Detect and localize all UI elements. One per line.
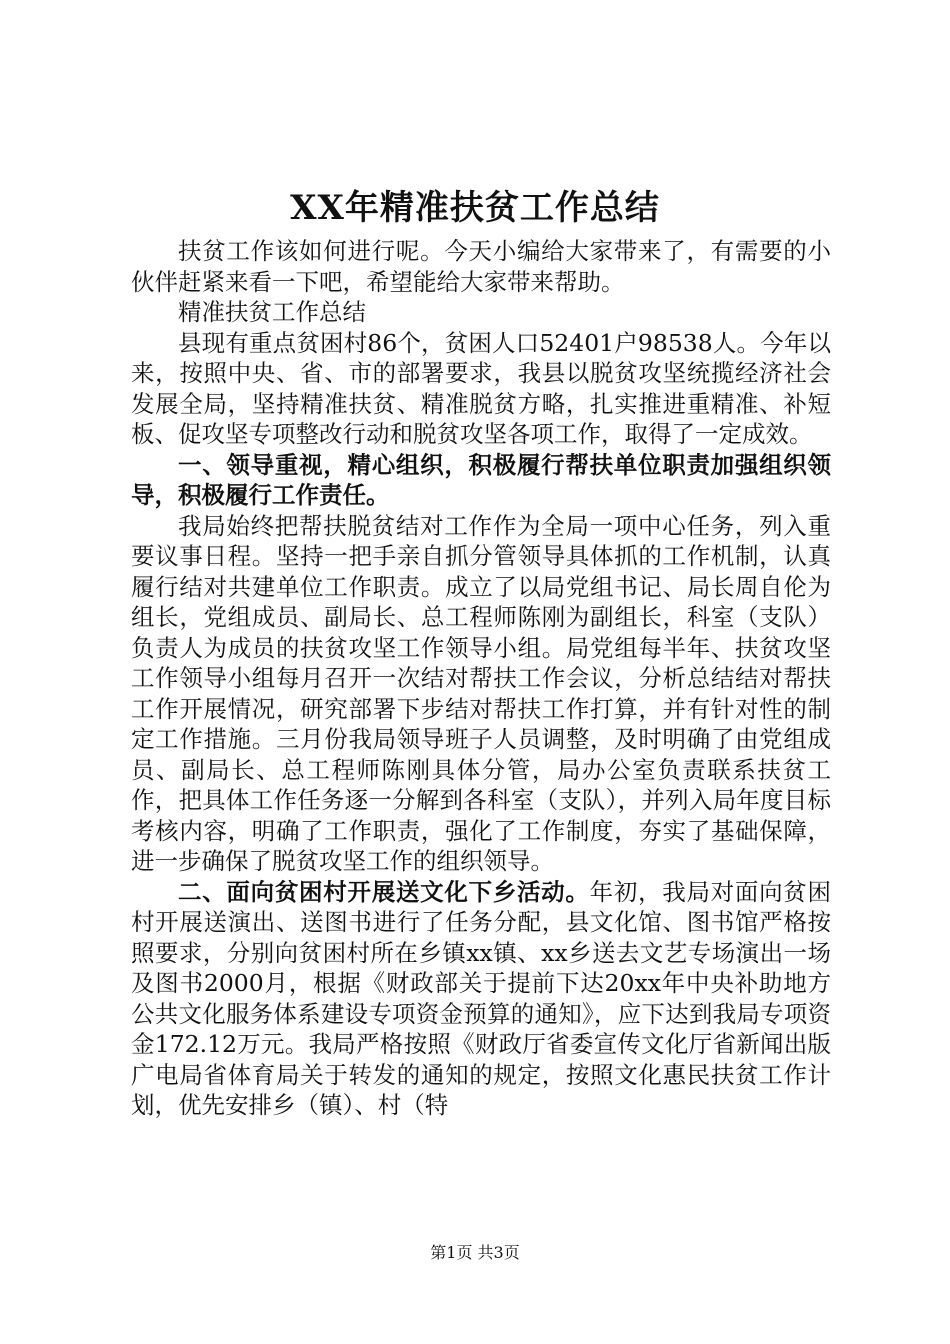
paragraph-3: [131, 877, 831, 1121]
document-title: XX年精准扶贫工作总结: [290, 188, 660, 228]
paragraph-2: 我局始终把帮扶脱贫结对工作作为全局一项中心任务，列入重要议事日程。坚持一把手亲自抓分管领导具体抓的工作机制，认真履行结对共建单位工作职责。成立了以局党组书记、局长周自伦为组长，党组成员、副局长、总工程师陈刚为副组长，科室（支队）负责人为成员的扶贫攻坚工作领导小组。局党组每半年、扶贫攻坚工作领导小组每月召开一次结对帮扶工作会议，分析总结结对帮扶工作开展情况，研究部署下步结对帮扶工作打算，并有针对性的制定工作措施。三月份我局领导班子人员调整，及时明确了由党组成员、副局长、总工程师陈刚具体分管，局办公室负责联系扶贫工作，把具体工作任务逐一分解到各科室（支队），并列入局年度目标考核内容，明确了工作职责，强化了工作制度，夯实了基础保障，进一步确保了脱贫攻坚工作的组织领导。: [131, 511, 831, 875]
page-number-footer: 第1页 共3页: [430, 1243, 520, 1262]
intro-paragraph: 扶贫工作该如何进行呢。今天小编给大家带来了，有需要的小伙伴赶紧来看一下吧，希望能给大家带来帮助。: [131, 237, 831, 296]
paragraph-1: 县现有重点贫困村86个，贫困人口52401户98538人。今年以来，按照中央、省、市的部署要求，我县以脱贫攻坚统揽经济社会发展全局，坚持精准扶贫、精准脱贫方略，扎实推进重精准、补短板、促攻坚专项整改行动和脱贫攻坚各项工作，取得了一定成效。: [131, 328, 831, 448]
section-heading-1: 一、领导重视，精心组织，积极履行帮扶单位职责加强组织领导，积极履行工作责任。: [131, 450, 831, 509]
paragraph-3-text: 年初，我局对面向贫困村开展送演出、送图书进行了任务分配，县文化馆、图书馆严格按照要求，分别向贫困村所在乡镇xx镇、xx乡送去文艺专场演出一场及图书2000月，根据《财政部关于提前下达20xx年中央补助地方公共文化服务体系建设专项资金预算的通知》，应下达到我局专项资金172.12万元。我局严格按照《财政厅省委宣传文化厅省新闻出版广电局省体育局关于转发的通知的规定，按照文化惠民扶贫工作计划，优先安排乡（镇）、村（特: [131, 877, 832, 1119]
subtitle-paragraph: 精准扶贫工作总结: [178, 298, 366, 326]
section-heading-2: 二、面向贫困村开展送文化下乡活动。: [178, 877, 590, 906]
document-body: [131, 236, 831, 1121]
